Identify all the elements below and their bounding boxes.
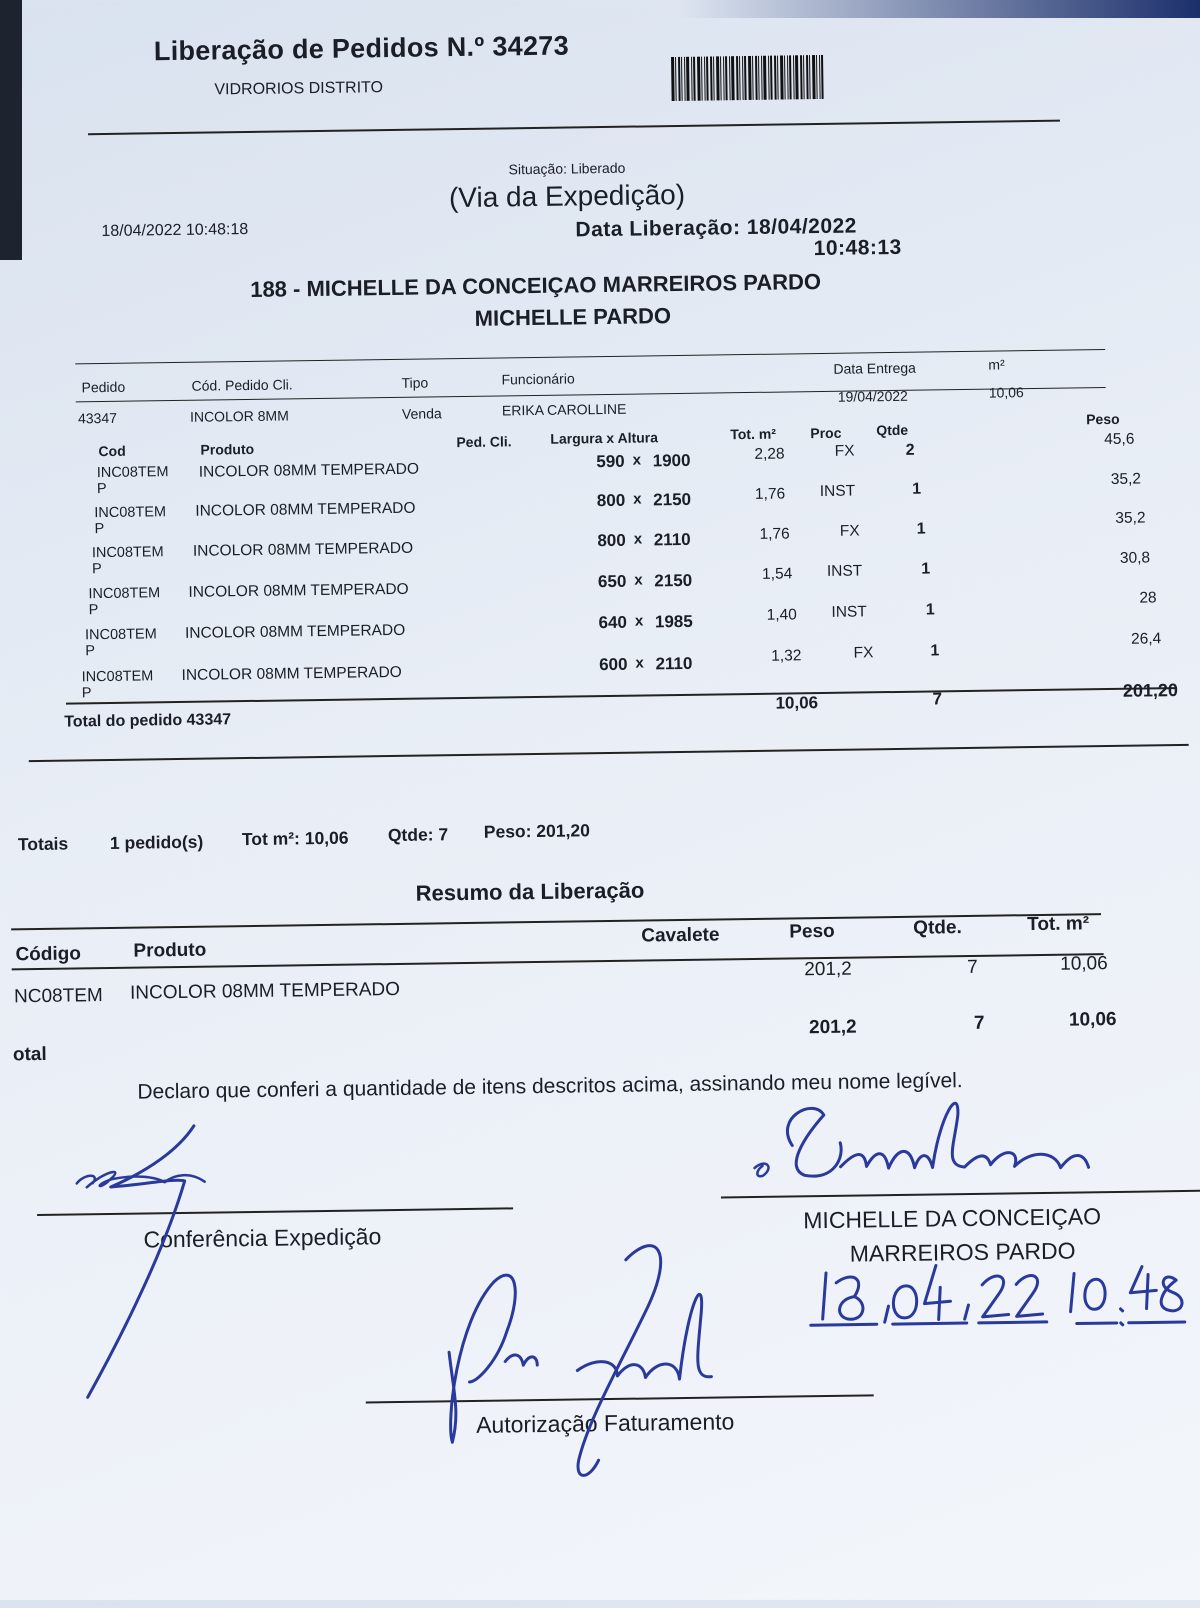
item-times: x — [633, 530, 643, 548]
item-altura: 2150 — [654, 570, 693, 591]
summary-row-codigo: NC08TEM — [13, 985, 103, 1008]
item-cod-wrap: P — [88, 602, 99, 619]
col-header-tipo: Tipo — [401, 374, 429, 391]
item-times: x — [633, 490, 642, 508]
item-tot-m2: 1,40 — [766, 606, 797, 624]
item-produto: INCOLOR 08MM TEMPERADO — [198, 460, 420, 481]
item-cod-wrap: P — [81, 685, 92, 702]
barcode-bar — [731, 56, 735, 100]
item-produto: INCOLOR 08MM TEMPERADO — [192, 539, 414, 560]
totals-pedidos: 1 pedido(s) — [109, 831, 204, 853]
item-altura: 2150 — [653, 489, 692, 510]
barcode-bar — [744, 56, 747, 100]
item-largura: 800 — [597, 530, 626, 551]
barcode-bar — [758, 56, 760, 100]
col-header-data-entrega: Data Entrega — [833, 359, 917, 377]
totals-label: Totais — [17, 833, 69, 855]
order-m2: 10,06 — [988, 384, 1024, 401]
item-peso: 35,2 — [1110, 470, 1142, 488]
barcode — [671, 55, 840, 101]
order-tipo: Venda — [401, 405, 442, 422]
item-produto: INCOLOR 08MM TEMPERADO — [188, 580, 409, 601]
item-cod: INC08TEM — [94, 504, 167, 522]
barcode-bar — [713, 56, 715, 100]
item-times: x — [634, 571, 643, 589]
signature-autorizacao — [448, 1245, 713, 1477]
signature-label-autorizacao: Autorização Faturamento — [475, 1408, 735, 1438]
item-proc: FX — [834, 442, 855, 460]
item-peso: 26,4 — [1130, 630, 1162, 648]
barcode-bar — [777, 56, 779, 100]
item-qtde: 2 — [905, 441, 915, 459]
item-proc: INST — [819, 482, 856, 501]
item-times: x — [635, 654, 644, 672]
order-total-m2: 10,06 — [775, 693, 819, 713]
items-header-qtde: Qtde — [876, 421, 909, 439]
handwritten-date — [810, 1262, 1185, 1329]
totals-qtde: Qtde: 7 — [387, 824, 449, 846]
client-full-name: 188 - MICHELLE DA CONCEIÇAO MARREIROS PARDO — [250, 268, 822, 302]
item-cod: INC08TEM — [88, 585, 161, 603]
item-peso: 35,2 — [1115, 509, 1146, 527]
order-total-label: Total do pedido 43347 — [64, 711, 232, 731]
item-qtde: 1 — [912, 480, 922, 498]
item-proc: INST — [831, 603, 867, 621]
summary-total-peso: 201,2 — [808, 1016, 857, 1039]
item-qtde: 1 — [930, 642, 940, 660]
item-altura: 1900 — [652, 450, 691, 471]
summary-row-produto: INCOLOR 08MM TEMPERADO — [129, 978, 401, 1004]
barcode-bar — [821, 55, 824, 99]
summary-row-tot-m2: 10,06 — [1060, 953, 1108, 975]
item-tot-m2: 1,76 — [754, 485, 786, 503]
item-proc: FX — [853, 644, 874, 662]
barcode-bar — [697, 57, 701, 101]
item-proc: INST — [826, 562, 863, 580]
item-largura: 590 — [596, 451, 625, 472]
summary-header-tot-m2: Tot. m² — [1027, 913, 1090, 936]
col-header-cod-pedido-cli: Cód. Pedido Cli. — [191, 376, 293, 394]
summary-header-qtde: Qtde. — [913, 917, 962, 939]
item-cod: INC08TEM — [91, 544, 164, 562]
item-cod: INC08TEM — [81, 668, 154, 686]
item-times: x — [632, 451, 642, 469]
barcode-bar — [681, 57, 683, 101]
summary-header-peso: Peso — [789, 920, 835, 943]
item-largura: 600 — [598, 654, 628, 675]
client-name-line1: MICHELLE DA CONCEIÇAO — [803, 1203, 1102, 1234]
item-produto: INCOLOR 08MM TEMPERADO — [181, 663, 402, 684]
barcode-bar — [763, 56, 767, 100]
barcode-bar — [671, 57, 675, 101]
items-total-divider — [66, 687, 1176, 704]
totals-peso: Peso: 201,20 — [483, 820, 591, 842]
summary-title: Resumo da Liberação — [415, 877, 645, 906]
item-largura: 640 — [598, 612, 628, 633]
totals-tot-m2: Tot m²: 10,06 — [241, 827, 349, 850]
barcode-bar — [748, 56, 752, 100]
items-header-cod: Cod — [98, 442, 126, 460]
summary-header-cavalete: Cavalete — [641, 924, 720, 947]
col-header-funcionario: Funcionário — [501, 370, 575, 388]
signature-label-conferencia: Conferência Expedição — [143, 1223, 382, 1253]
item-altura: 2110 — [653, 529, 691, 550]
release-date: Data Liberação: 18/04/2022 — [575, 214, 858, 242]
order-data-entrega: 19/04/2022 — [837, 387, 908, 405]
header-divider — [88, 120, 1060, 136]
barcode-bar — [739, 56, 741, 100]
handwriting-layer — [13, 1052, 1200, 1529]
order-top-divider — [75, 349, 1105, 364]
print-datetime: 18/04/2022 10:48:18 — [101, 220, 249, 241]
item-tot-m2: 1,32 — [771, 647, 802, 665]
barcode-bar — [675, 57, 677, 101]
order-funcionario: ERIKA CAROLLINE — [501, 400, 627, 419]
barcode-bar — [725, 56, 728, 100]
summary-row-peso: 201,2 — [804, 958, 852, 981]
item-largura: 800 — [596, 490, 626, 511]
barcode-bar — [706, 57, 709, 101]
item-tot-m2: 1,54 — [761, 565, 793, 583]
summary-total-tot-m2: 10,06 — [1068, 1008, 1117, 1031]
barcode-bar — [816, 55, 818, 99]
declaration-text: Declaro que conferi a quantidade de itens descritos acima, assinando meu nome legível. — [137, 1069, 963, 1104]
release-time: 10:48:13 — [813, 235, 902, 261]
company-name: VIDRORIOS DISTRITO — [214, 79, 384, 99]
item-peso: 28 — [1139, 589, 1157, 607]
item-cod: INC08TEM — [96, 464, 169, 482]
summary-row-qtde: 7 — [967, 956, 978, 979]
barcode-bar — [780, 55, 784, 99]
item-altura: 2110 — [655, 653, 693, 674]
order-total-peso: 201,20 — [1122, 680, 1179, 701]
document-title: Liberação de Pedidos N.º 34273 — [153, 30, 570, 67]
summary-header-produto: Produto — [133, 939, 207, 962]
item-produto: INCOLOR 08MM TEMPERADO — [195, 499, 416, 520]
item-cod-wrap: P — [94, 521, 105, 538]
item-cod-wrap: P — [85, 643, 96, 660]
col-header-m2: m² — [988, 356, 1005, 373]
barcode-bar — [686, 57, 690, 101]
summary-total-label: otal — [12, 1043, 47, 1066]
barcode-bar — [795, 55, 799, 99]
items-header-peso: Peso — [1086, 410, 1120, 428]
barcode-bar — [716, 56, 720, 100]
items-header-ped-cli: Ped. Cli. — [456, 433, 512, 451]
item-tot-m2: 1,76 — [759, 525, 790, 543]
item-largura: 650 — [597, 571, 627, 592]
item-qtde: 1 — [921, 560, 931, 578]
barcode-bar — [803, 55, 805, 99]
barcode-bar — [812, 55, 816, 99]
order-total-qtde: 7 — [932, 689, 943, 709]
signature-client — [754, 1101, 1089, 1177]
summary-header-codigo: Código — [15, 943, 82, 966]
summary-total-qtde: 7 — [973, 1012, 985, 1034]
barcode-bar — [789, 55, 792, 99]
items-header-proc: Proc — [810, 424, 842, 442]
signature-conferencia — [76, 1126, 208, 1398]
items-header-largura-altura: Largura x Altura — [550, 429, 659, 447]
barcode-bar — [809, 55, 811, 99]
barcode-bar — [770, 56, 773, 100]
items-header-tot-m2: Tot. m² — [730, 425, 777, 443]
item-peso: 45,6 — [1104, 430, 1135, 449]
item-cod: INC08TEM — [84, 626, 157, 644]
item-peso: 30,8 — [1119, 549, 1151, 567]
item-produto: INCOLOR 08MM TEMPERADO — [184, 621, 406, 642]
item-altura: 1985 — [654, 611, 693, 632]
items-header-produto: Produto — [200, 440, 255, 458]
client-short-name: MICHELLE PARDO — [474, 303, 672, 331]
order-cod-pedido-cli: INCOLOR 8MM — [189, 407, 289, 425]
item-cod-wrap: P — [96, 480, 107, 498]
barcode-bar — [720, 56, 722, 100]
item-cod-wrap: P — [92, 561, 102, 578]
copy-type: (Via da Expedição) — [448, 178, 686, 214]
client-name-line2: MARREIROS PARDO — [849, 1237, 1076, 1267]
item-tot-m2: 2,28 — [754, 445, 785, 463]
barcode-bar — [701, 57, 703, 101]
col-header-pedido: Pedido — [81, 378, 126, 396]
item-times: x — [634, 612, 644, 630]
item-qtde: 1 — [916, 520, 926, 538]
item-qtde: 1 — [925, 601, 935, 619]
status-text: Situação: Liberado — [508, 159, 626, 178]
item-proc: FX — [839, 522, 860, 540]
barcode-bar — [693, 57, 696, 101]
barcode-bar — [784, 55, 786, 99]
order-pedido: 43347 — [77, 409, 118, 427]
section-divider — [29, 744, 1189, 762]
barcode-bar — [752, 56, 754, 100]
